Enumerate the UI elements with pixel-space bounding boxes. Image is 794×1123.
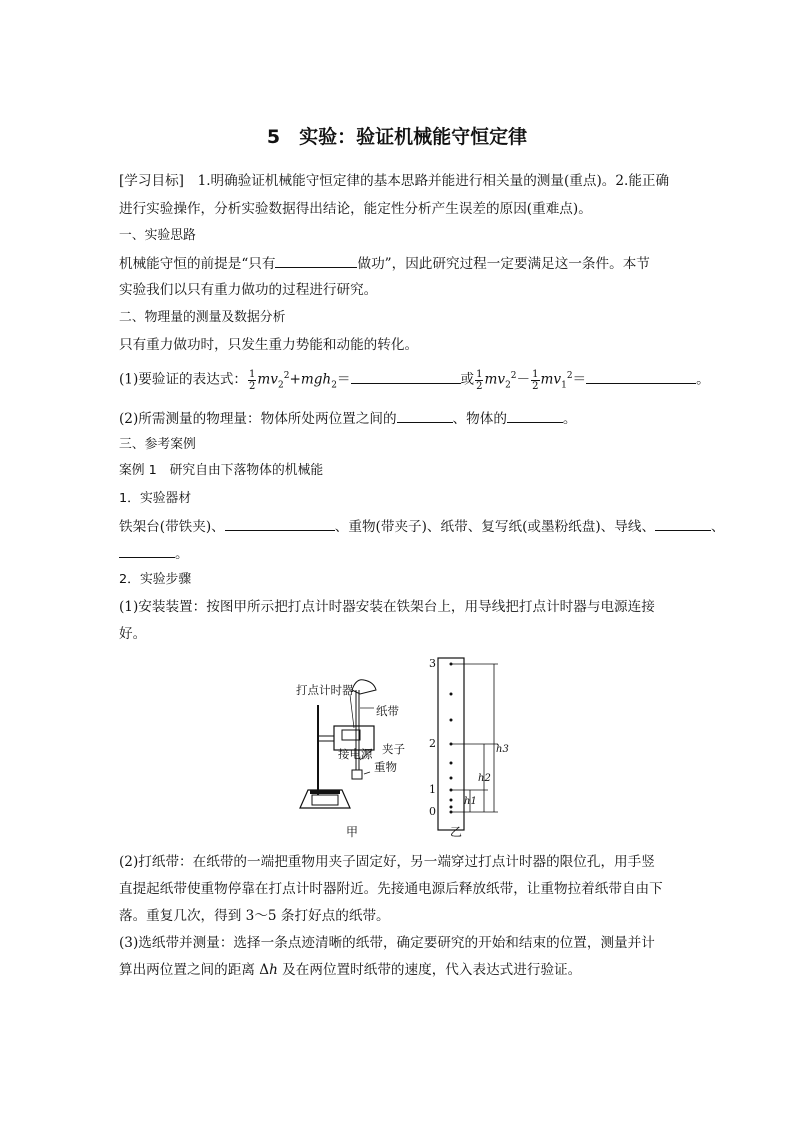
step3-line1: (3)选纸带并测量：选择一条点迹清晰的纸带，确定要研究的开始和结束的位置，测量并计 [119,935,655,951]
text: 机械能守恒的前提是“只有 [119,256,276,272]
mark-1: 1 [429,783,436,796]
text: (2)所需测量的物理量：物体所处两位置之间的 [119,411,397,427]
fill-blank [397,408,453,423]
minus: － [516,371,531,388]
step1-line2: 好。 [119,626,147,642]
section3-heading: 三、参考案例 [119,437,196,452]
equals: ＝ [572,371,587,388]
eq-prefix: (1)要验证的表达式： [119,371,248,388]
text: 。 [175,546,189,562]
text: 及在两位置时纸带的速度，代入表达式进行验证。 [277,962,582,978]
text: 铁架台(带铁夹)、 [119,519,225,535]
step2-line1: (2)打纸带：在纸带的一端把重物用夹子固定好，另一端穿过打点计时器的限位孔，用手竖 [119,854,655,870]
plus: + [289,371,301,388]
fill-blank [119,543,175,558]
step2-line3: 落。重复几次，得到 3～5 条打好点的纸带。 [119,908,390,924]
base-inner [312,795,338,805]
fill-blank [655,516,711,531]
mark-0: 0 [429,805,436,818]
weight-label: 重物 [374,760,397,774]
fill-blank [225,516,335,531]
clamp-arm [318,736,334,741]
equals: ＝ [336,371,351,388]
h2-label: h2 [478,773,491,784]
fill-blank [351,369,461,384]
step1-line1: (1)安装装置：按图甲所示把打点计时器安装在铁架台上，用导线把打点计时器与电源连接 [119,599,655,615]
text: 、物体的 [452,411,507,427]
timer-window [342,730,360,740]
subheading-equipment: 1．实验器材 [119,491,192,506]
clip-label: 夹子 [382,742,405,756]
text: 、重物(带夹子)、纸带、复写纸(或墨粉纸盘)、导线、 [334,519,656,535]
leader-line [364,772,370,774]
equipment-line1 [119,516,725,537]
fraction-half: $\frac{1}{2}$ [532,368,539,392]
step2-line2: 直提起纸带使重物停靠在打点计时器附近。先接通电源后释放纸带，让重物拉着纸带自由下 [119,881,663,897]
section2-intro: 只有重力做功时，只发生重力势能和动能的转化。 [119,337,419,353]
power-label: 接电源 [338,747,373,761]
section1-line2: 实验我们以只有重力做功的过程进行研究。 [119,282,378,298]
mark-2: 2 [429,737,436,750]
learning-goals-line2: 进行实验操作，分析实验数据得出结论，能定性分析产生误差的原因(重难点)。 [119,201,592,217]
or: 或 [460,371,475,388]
page-title: 5 实验：验证机械能守恒定律 [266,126,528,148]
fill-blank [586,369,696,384]
section2-q2 [119,408,577,429]
step3-line2 [119,960,581,980]
h3-label: h3 [496,744,509,755]
caption-jia: 甲 [346,825,359,839]
apparatus-figure [290,650,520,840]
period: 。 [696,371,710,388]
caption-yi: 乙 [450,825,463,839]
equipment-line2 [119,543,189,564]
h1-label: h1 [464,796,477,807]
equation-line: (1)要验证的表达式： $\frac{1}{2}$ $mv_2^2+mgh_2=$ 或 $\frac{1}{2}$ $mv_2^2-$ $\frac{1}{2}$ $mv_1^2=$ 。 [119,368,710,392]
mark-3: 3 [429,657,436,670]
fraction-half: $\frac{1}{2}$ [249,368,256,392]
case1-title: 案例 1 研究自由下落物体的机械能 [119,463,324,478]
tape-label: 纸带 [376,704,399,718]
leader-line [350,695,354,728]
hand-icon [352,680,376,694]
subheading-steps: 2．实验步骤 [119,572,192,587]
text: h [269,962,278,978]
section2-heading: 二、物理量的测量及数据分析 [119,310,286,325]
fill-blank [275,253,357,268]
learning-goals-line1: [学习目标] 1.明确验证机械能守恒定律的基本思路并能进行相关量的测量(重点)。2.能正确 [119,173,670,189]
text: 、 [711,519,725,535]
timer-label: 打点计时器 [296,683,354,697]
section1-heading: 一、实验思路 [119,228,196,243]
base-plate [310,790,340,794]
text: 做功”，因此研究过程一定要满足这一条件。本节 [357,256,650,272]
text: 算出两位置之间的距离 Δ [119,962,270,978]
fraction-half: $\frac{1}{2}$ [476,368,483,392]
section1-line1 [119,253,650,274]
weight-icon [352,770,362,779]
fill-blank [507,408,563,423]
text: 。 [562,411,577,427]
